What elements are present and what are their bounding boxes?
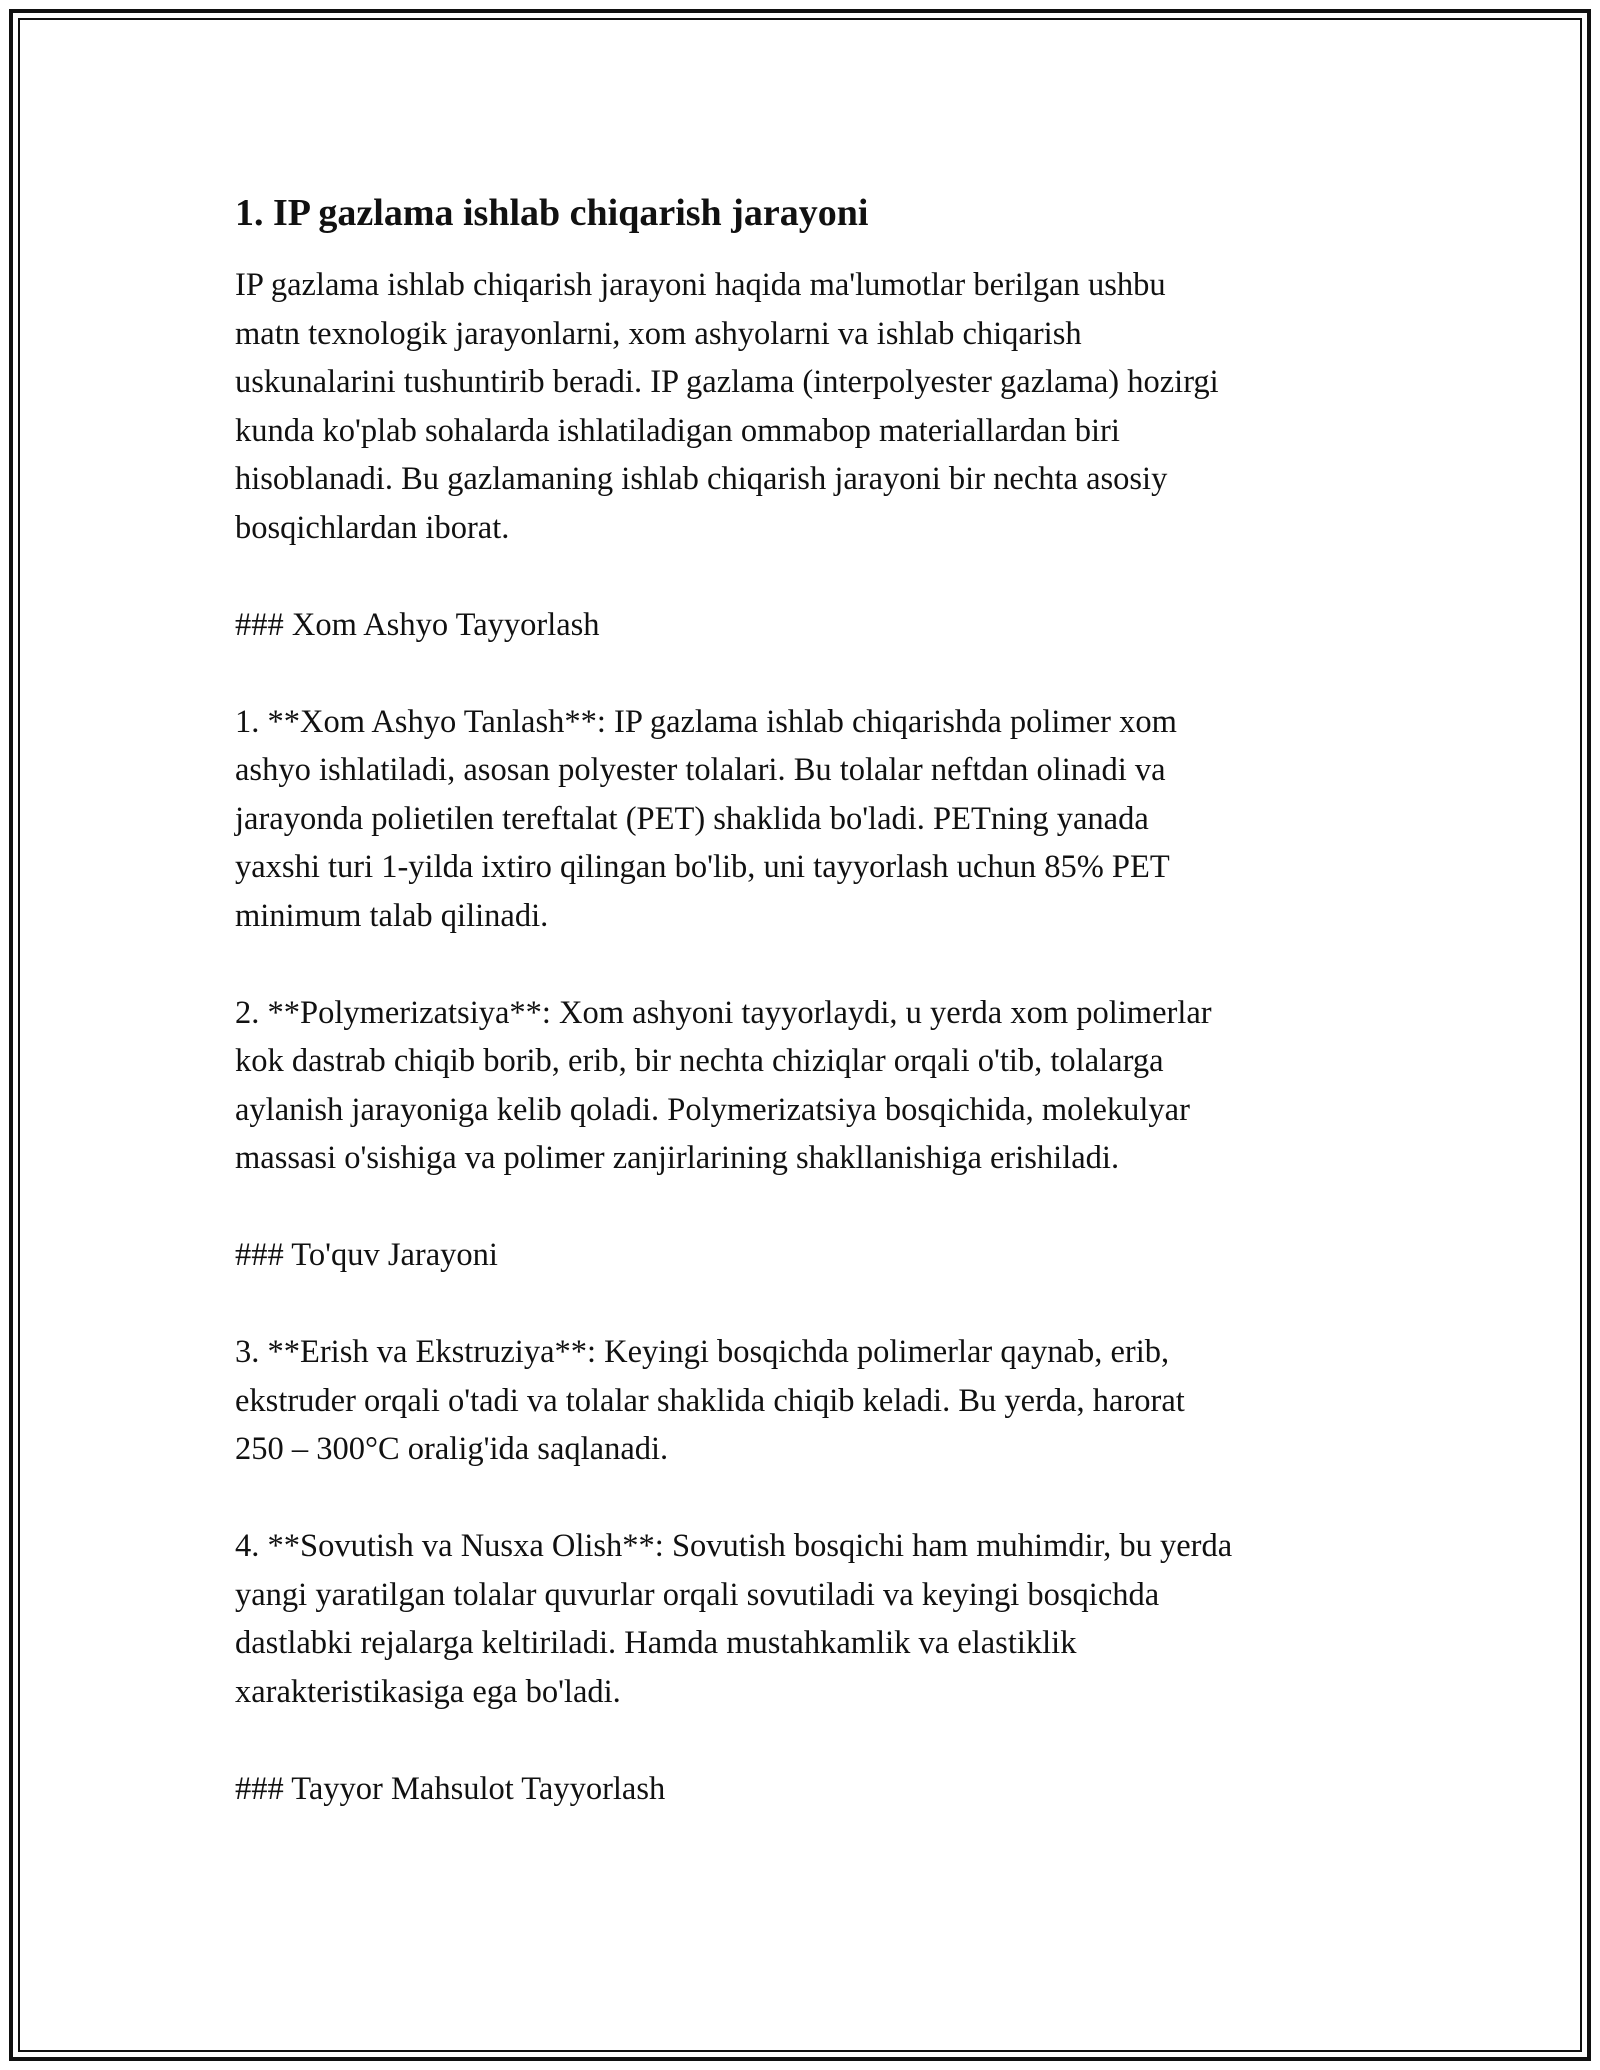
spacer bbox=[235, 1183, 1375, 1232]
spacer bbox=[235, 552, 1375, 601]
list-item-3: 3. **Erish va Ekstruziya**: Keyingi bosqichda polimerlar qaynab, erib, ekstruder orqali o'tadi va tolalar shaklida chiqib keladi. Bu yerda, harorat 250 – 300°C oralig'ida saqlanadi. bbox=[235, 1334, 1185, 1467]
spacer bbox=[235, 649, 1375, 698]
list-item-2: 2. **Polymerizatsiya**: Xom ashyoni tayyorlaydi, u yerda xom polimerlar kok dastrab chiqib borib, erib, bir nechta chiziqlar orqali o'tib, tolalarga aylanish jarayoniga kelib qoladi. Polymerizatsiya bosqichida, molekulyar massasi o'sishiga va polimer zanjirlarining shakllanishiga erishiladi. bbox=[235, 994, 1212, 1176]
document-body bbox=[235, 185, 1375, 1813]
document-title: 1. IP gazlama ishlab chiqarish jarayoni bbox=[235, 192, 869, 234]
list-item-1: 1. **Xom Ashyo Tanlash**: IP gazlama ishlab chiqarishda polimer xom ashyo ishlatiladi, asosan polyester tolalari. Bu tolalar neftdan olinadi va jarayonda polietilen tereftalat (PET) shaklida bo'ladi. PETning yanada yaxshi turi 1-yilda ixtiro qilingan bo'lib, uni tayyorlash uchun 85% PET minimum talab qilinadi. bbox=[235, 703, 1177, 934]
section-heading-tayyor-mahsulot: ### Tayyor Mahsulot Tayyorlash bbox=[235, 1770, 666, 1807]
spacer bbox=[235, 1280, 1375, 1329]
spacer bbox=[235, 940, 1375, 989]
section-heading-xom-ashyo: ### Xom Ashyo Tayyorlash bbox=[235, 606, 600, 643]
section-heading-toquv: ### To'quv Jarayoni bbox=[235, 1237, 498, 1273]
spacer bbox=[235, 1474, 1375, 1523]
list-item-4: 4. **Sovutish va Nusxa Olish**: Sovutish bosqichi ham muhimdir, bu yerda yangi yaratilgan tolalar quvurlar orqali sovutiladi va keyingi bosqichda dastlabki rejalarga keltiriladi. Hamda mustahkamlik va elastiklik xarakteristikasiga ega bo'ladi. bbox=[235, 1528, 1233, 1710]
intro-paragraph: IP gazlama ishlab chiqarish jarayoni haqida ma'lumotlar berilgan ushbu matn texnologik jarayonlarni, xom ashyolarni va ishlab chiqarish uskunalarini tushuntirib beradi. IP gazlama (interpolyester gazlama) hozirgi kunda ko'plab sohalarda ishlatiladigan ommabop materiallardan biri hisoblanadi. Bu gazlamaning ishlab chiqarish jarayoni bir nechta asosiy bosqichlardan iborat. bbox=[235, 267, 1219, 546]
spacer bbox=[235, 1716, 1375, 1765]
